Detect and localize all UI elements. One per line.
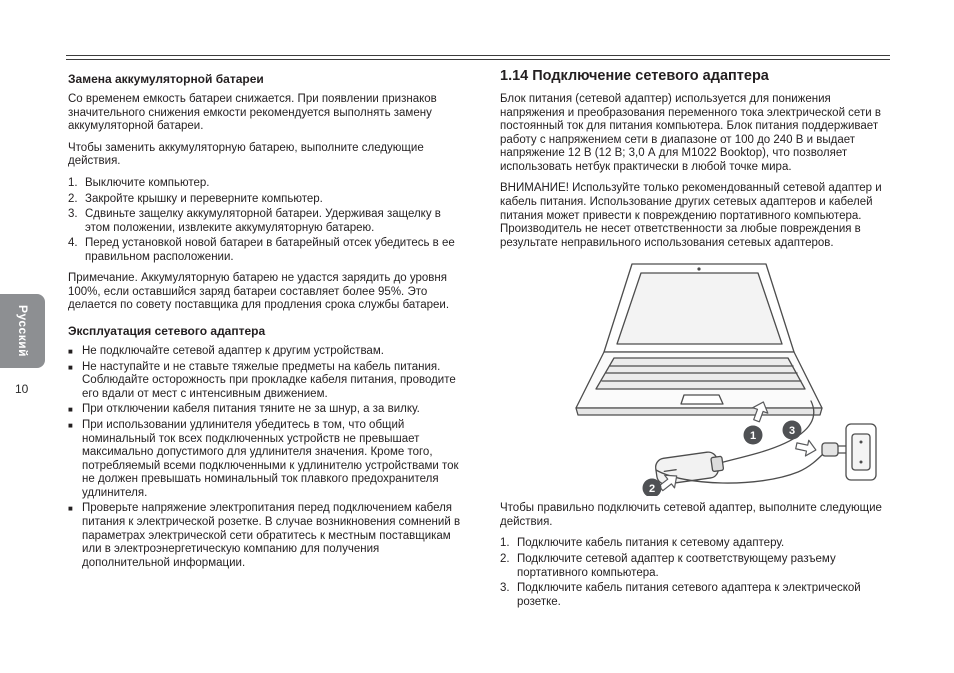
adapter-usage-bullets <box>68 345 466 570</box>
list-item: ■ При отключении кабеля питания тяните не за шнур, а за вилку. <box>68 403 420 416</box>
paragraph: Чтобы правильно подключить сетевой адаптер, выполните следующие действия. <box>500 502 882 528</box>
callout-number-3: 3 <box>788 425 796 438</box>
laptop-adapter-illustration <box>506 258 886 496</box>
list-item: 3. Сдвиньте защелку аккумуляторной батареи. Удерживая защелку в этом положении, извлеките аккумуляторную батарею. <box>68 208 441 234</box>
section-heading-adapter-usage: Эксплуатация сетевого адаптера <box>68 324 266 339</box>
language-tab <box>0 294 45 368</box>
list-item: 1. Выключите компьютер. <box>68 176 210 189</box>
list-item: ■ Не наступайте и не ставьте тяжелые предметы на кабель питания. Соблюдайте осторожность при прокладке кабеля питания, проводите его вдали от мест с интенсивным движением. <box>68 360 456 400</box>
list-item: ■ Проверьте напряжение электропитания перед подключением кабеля питания к электрической розетке. В случае возникновения сомнений в параметрах электрической сети обратитесь к местным поставщикам или в электроэнергетическую компанию для получения дополнительной информации. <box>68 502 461 569</box>
page-number: 10 <box>15 382 29 396</box>
left-column <box>68 72 466 578</box>
connection-steps-list <box>500 537 892 609</box>
list-item: ■ Не подключайте сетевой адаптер к другим устройствам. <box>68 345 384 358</box>
bullet-icon: ■ <box>68 421 73 430</box>
callout-number-2: 2 <box>648 483 656 496</box>
list-item: 3. Подключите кабель питания сетевого адаптера к электрической розетке. <box>500 582 861 608</box>
adapter-connection-figure <box>500 258 892 496</box>
list-item: ■ При использовании удлинителя убедитесь в том, что общий номинальный ток всех подключенных устройств не превышает максимально допустимого для удлинителя значения. Кроме того, потребляемый всеми подключенными к удлинителю устройствами ток не должен превышать номинальный ток плавкого предохранителя удлинителя. <box>68 419 459 499</box>
battery-steps-list <box>68 177 466 264</box>
header-rule <box>66 55 890 60</box>
bullet-icon: ■ <box>68 362 73 372</box>
paragraph: Со временем емкость батареи снижается. При появлении признаков значительного снижения емкости рекомендуется выполнять замену аккумуляторной батареи. <box>68 93 437 133</box>
bullet-icon: ■ <box>68 405 73 415</box>
bullet-icon: ■ <box>68 347 73 357</box>
note-paragraph: Примечание. Аккумуляторную батарею не удастся зарядить до уровня 100%, если оставшийся заряд батареи составляет более 95%. Это делается по совету поставщика для продления срока службы батареи. <box>68 272 450 312</box>
list-item: 2. Закройте крышку и переверните компьютер. <box>68 192 323 205</box>
language-tab-label: Русский <box>15 305 30 357</box>
section-heading-battery: Замена аккумуляторной батареи <box>68 72 264 86</box>
section-heading-114: 1.14 Подключение сетевого адаптера <box>500 68 769 84</box>
callout-arrow-3 <box>795 438 818 458</box>
list-item: 4. Перед установкой новой батареи в батарейный отсек убедитесь в ее правильном расположении. <box>68 237 455 263</box>
list-item: 1. Подключите кабель питания к сетевому адаптеру. <box>500 537 785 550</box>
warning-paragraph: ВНИМАНИЕ! Используйте только рекомендованный сетевой адаптер и кабель питания. Использование других сетевых адаптеров и кабелей питания может привести к повреждению портативного компьютера. Производитель не несет ответственности за любые повреждения в результате неправильного использования сетевых адаптеров. <box>500 182 882 249</box>
right-column <box>500 68 892 617</box>
paragraph: Блок питания (сетевой адаптер) используется для понижения напряжения и преобразования переменного тока электрической сети в постоянный ток для питания компьютера. Блок питания поддерживает работу с напряжением сети в диапазоне от 100 до 240 В и выдает напряжение 12 В (12 В; 3,0 А для M1022 Booktop), что позволяет использовать нетбук практически в любой точке мира. <box>500 93 881 173</box>
bullet-icon: ■ <box>68 504 73 514</box>
callout-number-1: 1 <box>749 430 757 443</box>
paragraph: Чтобы заменить аккумуляторную батарею, выполните следующие действия. <box>68 141 424 168</box>
list-item: 2. Подключите сетевой адаптер к соответствующему разъему портативного компьютера. <box>500 552 836 579</box>
